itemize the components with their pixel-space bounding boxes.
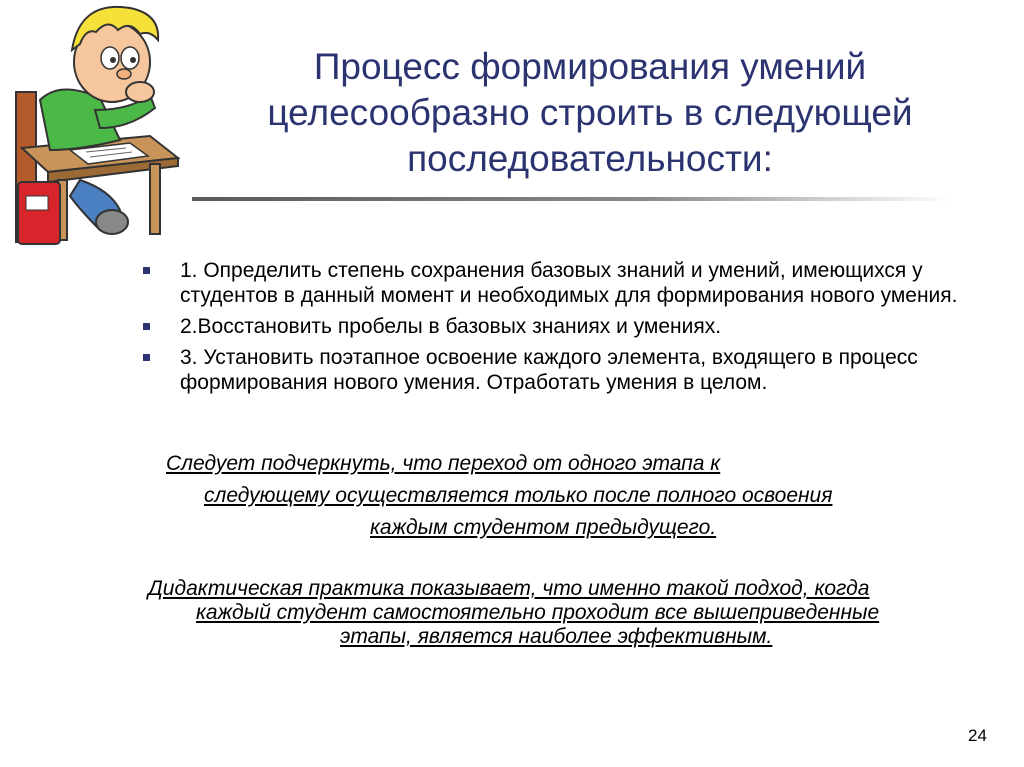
bullet-list (140, 258, 960, 401)
note-2-line-3: этапы, является наиболее эффективным. (340, 625, 773, 648)
note-1-line-2: следующему осуществляется только после полного освоения (204, 484, 833, 507)
square-bullet-icon (143, 323, 150, 330)
square-bullet-icon (143, 267, 150, 274)
bullet-text: 1. Определить степень сохранения базовых знаний и умений, имеющихся у студентов в данный момент и необходимых для формирования нового умения. (180, 259, 958, 307)
note-1-line-3: каждым студентом предыдущего. (370, 516, 717, 539)
note-1-line-1: Следует подчеркнуть, что переход от одного этапа к (166, 452, 721, 475)
bullet-text: 3. Установить поэтапное освоение каждого элемента, входящего в процесс формирования нового умения. Отработать умения в целом. (180, 346, 918, 394)
bullet-text: 2.Восстановить пробелы в базовых знаниях и умениях. (180, 315, 722, 338)
list-item (140, 345, 960, 395)
student-at-desk-illustration (0, 0, 200, 260)
page-number: 24 (968, 726, 987, 745)
square-bullet-icon (143, 354, 150, 361)
note-2-line-2: каждый студент самостоятельно проходит все вышеприведенные (196, 601, 880, 624)
list-item (140, 258, 960, 308)
note-2-line-1: Дидактическая практика показывает, что именно такой подход, когда (148, 577, 870, 600)
slide-title: Процесс формирования умений целесообразно строить в следующей последовательности: (267, 46, 913, 179)
title-divider (192, 197, 952, 201)
list-item (140, 314, 960, 339)
